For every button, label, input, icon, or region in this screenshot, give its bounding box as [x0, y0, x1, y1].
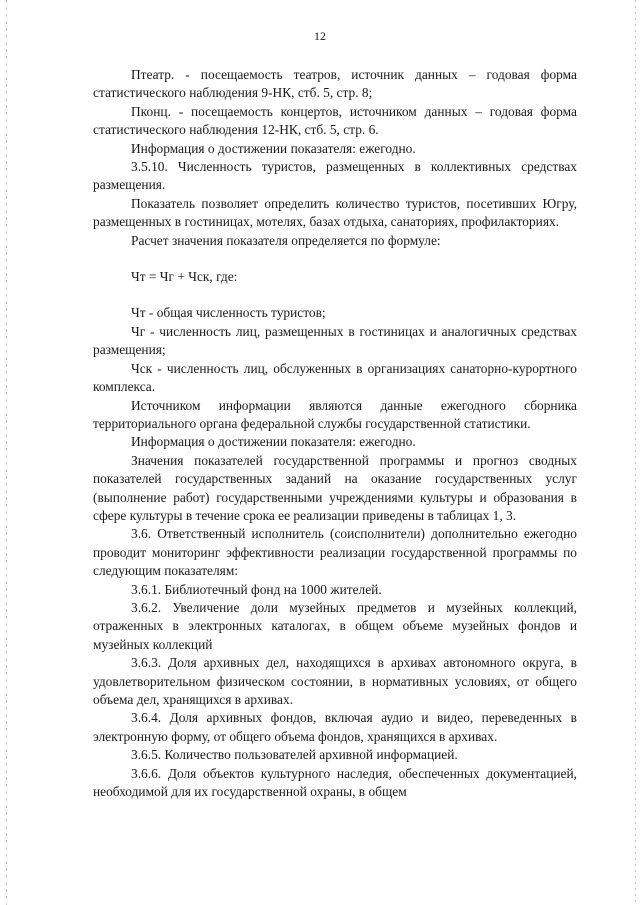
spacer — [93, 250, 577, 268]
paragraph-section-3-6-1: 3.6.1. Библиотечный фонд на 1000 жителей. — [131, 581, 382, 597]
paragraph-theatre-attendance: Птеатр. - посещаемость театров, источник данных – годовая форма статистического наблюдения 9-НК, стб. 5, стр. 8; — [93, 67, 577, 101]
paragraph-sanatorium-guests: Чск - численность лиц, обслуженных в организациях санаторно-курортного комплекса. — [93, 360, 577, 395]
paragraph-indicator-description: Показатель позволяет определить количество туристов, посетивших Югру, размещенных в гостиницах, мотелях, базах отдыха, санаториях, профилакториях. — [93, 195, 577, 230]
paragraph-info-frequency-1: Информация о достижении показателя: ежегодно. — [131, 140, 416, 156]
scan-edge-right — [635, 0, 636, 905]
paragraph-section-3-6-5: 3.6.5. Количество пользователей архивной информацией. — [131, 747, 458, 763]
paragraph-section-3-6-4: 3.6.4. Доля архивных фондов, включая аудио и видео, переведенных в электронную форму, от общего объема фондов, хранящихся в архивах. — [93, 710, 577, 744]
paragraph-section-3-6-6: 3.6.6. Доля объектов культурного наследия, обеспеченных документацией, необходимой для их государственной охраны, в общем — [93, 765, 577, 800]
document-body — [93, 66, 577, 801]
paragraph-section-3-6: 3.6. Ответственный исполнитель (соисполнители) дополнительно ежегодно проводит мониторинг эффективности реализации государственной программы по следующим показателям: — [93, 526, 577, 579]
paragraph-formula-intro: Расчет значения показателя определяется по формуле: — [131, 232, 441, 248]
paragraph-info-source: Источником информации являются данные ежегодного сборника территориального органа федеральной службы государственной статистики. — [93, 397, 577, 431]
paragraph-section-3-6-2: 3.6.2. Увеличение доли музейных предметов и музейных коллекций, отраженных в электронных каталогах, в общем объеме музейных фондов и музейных коллекций — [93, 599, 577, 652]
spacer — [93, 286, 577, 304]
formula: Чт = Чг + Чск, где: — [131, 269, 238, 285]
scan-edge-left — [6, 0, 7, 905]
paragraph-hotel-guests: Чг - численность лиц, размещенных в гостиницах и аналогичных средствах размещения; — [93, 323, 577, 358]
paragraph-indicator-values: Значения показателей государственной программы и прогноз сводных показателей государственных заданий на оказание государственных услуг (выполнение работ) государственными учреждениями культуры и образования в сфере культуры в течение срока ее реализации приведены в таблицах 1, 3. — [93, 452, 577, 523]
paragraph-section-3-6-3: 3.6.3. Доля архивных дел, находящихся в архивах автономного округа, в удовлетворительном физическом состоянии, в нормативных условиях, от общего объема дел, хранящихся в архивах. — [93, 655, 577, 707]
paragraph-info-frequency-2: Информация о достижении показателя: ежегодно. — [131, 434, 416, 450]
paragraph-total-tourists: Чт - общая численность туристов; — [131, 305, 326, 321]
page-number: 12 — [314, 29, 326, 43]
paragraph-section-3-5-10: 3.5.10. Численность туристов, размещенных в коллективных средствах размещения. — [93, 159, 577, 193]
paragraph-concert-attendance: Пконц. - посещаемость концертов, источником данных – годовая форма статистического наблюдения 12-НК, стб. 5, стр. 6. — [93, 103, 577, 138]
